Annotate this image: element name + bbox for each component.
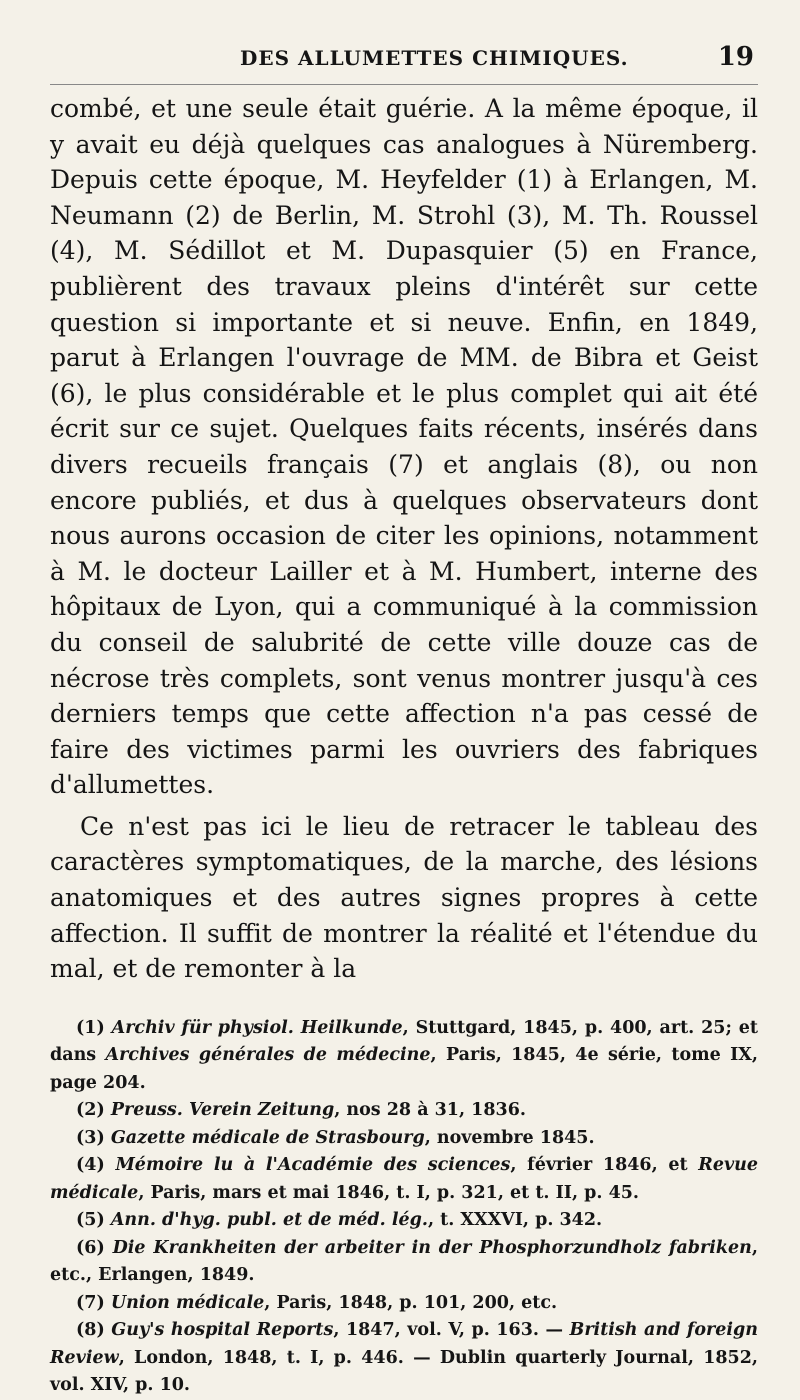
page-header <box>50 30 758 85</box>
footnotes <box>50 1015 758 1400</box>
footnote-7: (7) Union médicale, Paris, 1848, p. 101, 200, etc. <box>76 1292 558 1313</box>
footnote-5: (5) Ann. d'hyg. publ. et de méd. lég., t. XXXVI, p. 342. <box>76 1210 603 1231</box>
paragraph-1: combé, et une seule était guérie. A la même époque, il y avait eu déjà quelques cas analogues à Nüremberg. Depuis cette époque, M. Heyfelder (1) à Erlangen, M. Neumann (2) de Berlin, M. Strohl (3), M. Th. Roussel (4), M. Sédillot et M. Dupasquier (5) en France, publièrent des travaux pleins d'intérêt sur cette question si importante et si neuve. Enfin, en 1849, parut à Erlangen l'ouvrage de MM. de Bibra et Geist (6), le plus considérable et le plus complet qui ait été écrit sur ce sujet. Quelques faits récents, insérés dans divers recueils français (7) et anglais (8), ou non encore publiés, et dus à quelques observateurs dont nous aurons occasion de citer les opinions, notamment à M. le docteur Lailler et à M. Humbert, interne des hôpitaux de Lyon, qui a communiqué à la commission du conseil de salubrité de cette ville douze cas de nécrose très complets, sont venus montrer jusqu'à ces derniers temps que cette affection n'a pas cessé de faire des victimes parmi les ouvriers des fabriques d'allumettes. <box>50 94 758 800</box>
footnote-3: (3) Gazette médicale de Strasbourg, novembre 1845. <box>76 1127 595 1148</box>
body-text <box>50 91 758 987</box>
footnote-4: (4) Mémoire lu à l'Académie des sciences, février 1846, et Revue médicale, Paris, mars et mai 1846, t. I, p. 321, et t. II, p. 45. <box>50 1155 759 1203</box>
paragraph-2: Ce n'est pas ici le lieu de retracer le tableau des caractères symptomatiques, de la marche, des lésions anatomiques et des autres signes propres à cette affection. Il suffit de montrer la réalité et l'étendue du mal, et de remonter à la <box>50 811 758 984</box>
footnote-8: (8) Guy's hospital Reports, 1847, vol. V, p. 163. — British and foreign Review, London, 1848, t. I, p. 446. — Dublin quarterly Journal, 1852, vol. XIV, p. 10. <box>50 1320 759 1396</box>
page-number: 19 <box>717 42 754 72</box>
footnote-1: (1) Archiv für physiol. Heilkunde, Stuttgard, 1845, p. 400, art. 25; et dans Archives générales de médecine, Paris, 1845, 4e série, tome IX, page 204. <box>50 1017 758 1093</box>
footnote-6: (6) Die Krankheiten der arbeiter in der Phosphorzundholz fabriken, etc., Erlangen, 1849. <box>50 1237 758 1286</box>
running-head: DES ALLUMETTES CHIMIQUES. <box>240 46 629 70</box>
footnote-2: (2) Preuss. Verein Zeitung, nos 28 à 31, 1836. <box>76 1100 526 1121</box>
